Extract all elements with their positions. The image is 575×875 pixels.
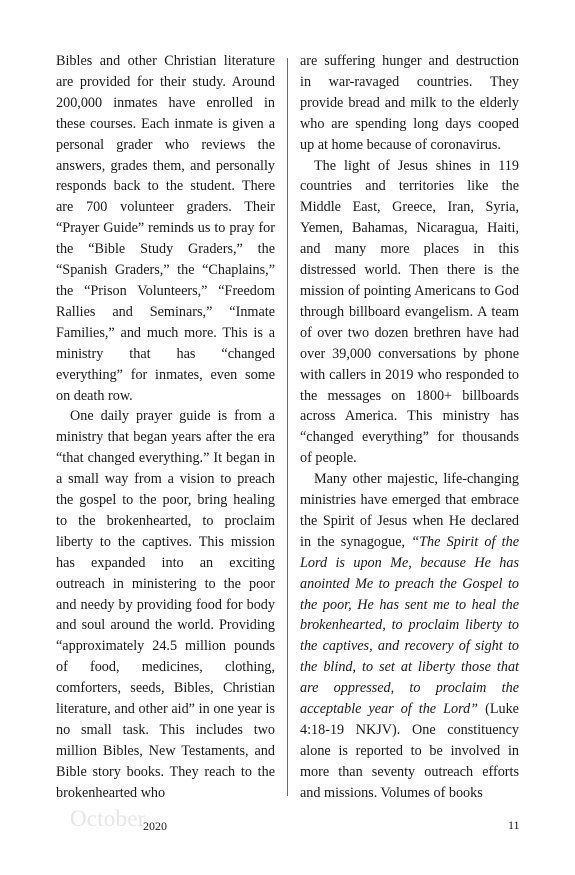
left-column [56,51,275,804]
paragraph: The light of Jesus shines in 119 countries and territories like the Middle East, Greece, Iran, Syria, Yemen, Bahamas, Nicaragua, Haiti, and many more places in this distressed world. Then there is the mission of pointing Americans to God through billboard evangelism. A team of over two dozen brethren have had over 39,000 conversations by phone with callers in 2019 who responded to the messages on 1800+ billboards across America. This ministry has “changed everything” for thousands of people. [300,157,519,467]
footer-month: October [70,806,146,831]
column-divider [287,58,288,796]
paragraph-text: Many other majestic, life-changing ministries have emerged that embrace the Spirit of Jesus when He declared in the synagogue, [300,471,519,550]
paragraph: One daily prayer guide is from a ministry that began years after the era “that changed everything.” It began in a small way from a vision to preach the gospel to the poor, bring healing to the brokenhearted, to proclaim liberty to the captives. This mission has expanded into an exciting outreach in ministering to the poor and needy by providing food for body and soul around the world. Providing “approximately 24.5 million pounds of food, medicines, clothing, comforters, seeds, Bibles, Christian literature, and other aid” in one year is no small task. This includes two million Bibles, New Testaments, and Bible story books. They reach to the brokenhearted who [56,408,275,801]
scripture-quote: “The Spirit of the Lord is upon Me, because He has anointed Me to preach the Gospel to the poor, He has sent me to heal the brokenhearted, to proclaim liberty to the captives, and recovery of sight to the blind, to set at liberty those that are oppressed, to proclaim the acceptable year of the Lord” [300,533,520,718]
paragraph [300,469,519,804]
footer-year: 2020 [143,819,167,833]
page-number: 11 [508,818,520,832]
paragraph: Bibles and other Christian literature are provided for their study. Around 200,000 inmates have enrolled in these courses. Each inmate is given a personal grader who reviews the answers, grades them, and personally responds back to the student. There are 700 volunteer graders. Their “Prayer Guide” reminds us to pray for the “Bible Study Graders,” the “Spanish Graders,” the “Chaplains,” the “Prison Volunteers,” “Freedom Rallies and Seminars,” “Inmate Families,” and much more. This is a ministry that has “changed everything” for inmates, even some on death row. [56,53,275,404]
paragraph: are suffering hunger and destruction in war-ravaged countries. They provide bread and milk to the elderly who are spending long days cooped up at home because of coronavirus. [300,53,519,153]
paragraph-text: (Luke 4:18-19 NKJV). One constituency alone is reported to be involved in more than seventy outreach efforts and missions. Volumes of books [300,701,519,801]
right-column [300,51,519,804]
